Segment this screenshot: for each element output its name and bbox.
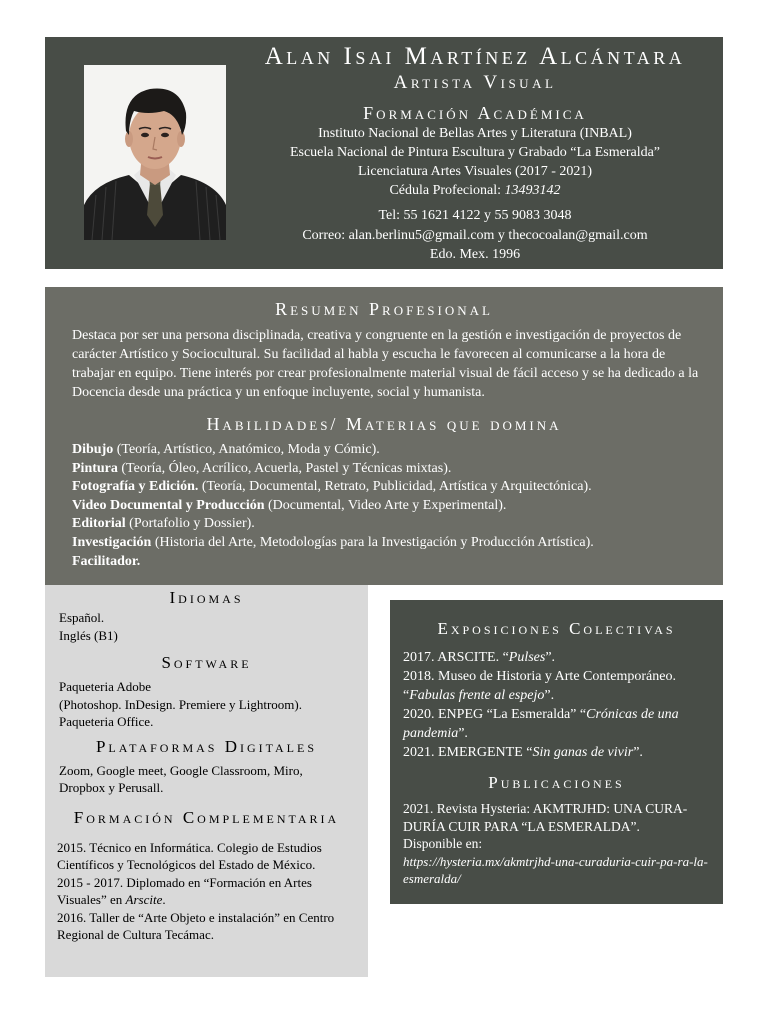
- exposicion-item: [390, 667, 723, 705]
- skill-name: Video Documental y Producción: [72, 497, 265, 513]
- email-line: Correo: alan.berlinu5@gmail.com y thecocoalan@gmail.com: [302, 227, 648, 243]
- publicacion-url-link[interactable]: https://hysteria.mx/akmtrjhd-una-curaduria-cuir-pa-ra-la-esmeralda/: [403, 853, 708, 886]
- skill-detail: (Historia del Arte, Metodologías para la Investigación y Producción Artística).: [151, 534, 594, 550]
- skill-detail: (Teoría, Artístico, Anatómico, Moda y Cómic).: [113, 442, 380, 457]
- complementaria-text: 2015 - 2017. Diplomado en “Formación en Artes Visuales” en: [57, 874, 312, 907]
- left-column: [45, 585, 368, 977]
- skill-name: Facilitador.: [72, 553, 141, 569]
- resumen-panel: [45, 287, 723, 585]
- complementaria-item: [45, 874, 358, 909]
- publicacion-text: 2021. Revista Hysteria: AKMTRJHD: UNA CURA-DURÍA CUIR PARA “LA ESMERALDA”.: [403, 801, 688, 834]
- expo-text: 2018. Museo de Historia y Arte Contemporáneo. “: [403, 669, 676, 703]
- education-line: Escuela Nacional de Pintura Escultura y Grabado “La Esmeralda”: [289, 145, 661, 160]
- skill-item: [72, 460, 723, 479]
- expo-text: 2021. EMERGENTE “: [403, 745, 533, 760]
- skill-item: [72, 534, 723, 553]
- expo-title: Sin ganas de vivir: [532, 745, 634, 760]
- education-title: Formación Académica: [363, 103, 587, 123]
- skill-name: Investigación: [72, 534, 152, 550]
- cedula-label: Cédula Profecional:: [389, 183, 505, 198]
- resumen-text: Destaca por ser una persona disciplinada, creativa y congruente en la gestión e investigación de proyectos de carácter Artístico y Sociocultural. Su facilidad al habla y escucha le favorecen al comunicarse a la hora de trabajar en equipo. Tiene interés por crear profesionalmente material visual de fácil acceso y se ha dedicado a la Docencia desde una práctica y un enfoque incluyente, social y humanista.: [72, 328, 699, 400]
- header-panel: [45, 37, 723, 269]
- complementaria-item: 2016. Taller de “Arte Objeto e instalación” en Centro Regional de Cultura Tecámac.: [57, 909, 335, 942]
- skill-name: Pintura: [72, 460, 118, 476]
- plataformas-title: Plataformas Digitales: [95, 736, 318, 756]
- plataformas-text: Zoom, Google meet, Google Classroom, Miro, Dropbox y Perusall.: [59, 762, 303, 795]
- education-line: Licenciatura Artes Visuales (2017 - 2021): [357, 164, 593, 179]
- expo-text: ”.: [544, 688, 555, 703]
- expo-text: ”.: [458, 726, 468, 741]
- portrait-illustration: [84, 65, 226, 240]
- skill-name: Editorial: [72, 516, 126, 532]
- exposicion-item: [390, 743, 723, 762]
- cedula-line: [245, 181, 705, 200]
- education-line: Instituto Nacional de Bellas Artes y Literatura (INBAL): [318, 126, 632, 141]
- expo-text: 2017. ARSCITE. “: [403, 650, 509, 665]
- header-text: [245, 37, 705, 265]
- skill-detail: (Documental, Video Arte y Experimental).: [264, 497, 507, 513]
- expo-text: 2020. ENPEG “La Esmeralda” “: [403, 707, 587, 722]
- skills-list: [45, 441, 723, 571]
- skill-detail: (Teoría, Documental, Retrato, Publicidad, Artística y Arquitectónica).: [198, 479, 592, 495]
- expo-text: ”.: [633, 745, 643, 760]
- profile-photo: [84, 65, 226, 240]
- exposicion-item: [390, 648, 723, 667]
- complementaria-title: Formación Complementaria: [73, 807, 340, 827]
- skill-name: Fotografía y Edición.: [72, 479, 199, 495]
- location-line: Edo. Mex. 1996: [429, 247, 521, 262]
- software-item: Paqueteria Adobe: [59, 679, 152, 694]
- publicacion-link-label: Disponible en:: [403, 836, 483, 851]
- resumen-title: Resumen Profesional: [275, 299, 493, 319]
- skill-detail: (Teoría, Óleo, Acrílico, Acuerla, Pastel y Técnicas mixtas).: [117, 460, 452, 476]
- skill-detail: (Portafolio y Dossier).: [125, 516, 255, 532]
- idioma-item: Español.: [59, 610, 105, 625]
- exposicion-item: [390, 705, 723, 743]
- software-item: (Photoshop. InDesign. Premiere y Lightroom).: [59, 696, 302, 712]
- expo-title: Fabulas frente al espejo: [409, 688, 545, 703]
- expo-title: Pulses: [508, 650, 546, 665]
- skill-item: [72, 478, 723, 497]
- skill-name: Dibujo: [72, 442, 114, 457]
- skill-item: [72, 553, 723, 572]
- person-role: Artista Visual: [393, 72, 557, 93]
- software-title: Software: [161, 653, 252, 672]
- contact-block: [245, 206, 705, 265]
- idioma-item: Inglés (B1): [59, 627, 118, 643]
- cedula-number: 13493142: [504, 183, 561, 198]
- person-name: Alan Isai Martínez Alcántara: [264, 43, 686, 70]
- expo-text: ”.: [545, 650, 556, 665]
- skill-item: [72, 497, 723, 516]
- right-column: [390, 600, 723, 904]
- skill-item: [72, 441, 723, 460]
- complementaria-italic: Arscite: [125, 892, 163, 907]
- skills-title: Habilidades/ Materias que domina: [206, 414, 562, 434]
- exposiciones-title: Exposiciones Colectivas: [437, 619, 676, 638]
- software-item: Paqueteria Office.: [59, 714, 154, 729]
- idiomas-title: Idiomas: [169, 588, 244, 607]
- complementaria-text: .: [162, 892, 166, 907]
- expo-title: Crónicas de una pandemia: [403, 707, 679, 741]
- phone-line: Tel: 55 1621 4122 y 55 9083 3048: [378, 208, 572, 223]
- publicaciones-title: Publicaciones: [488, 773, 625, 792]
- skill-item: [72, 515, 723, 534]
- complementaria-item: 2015. Técnico en Informática. Colegio de Estudios Científicos y Tecnológicos del Estado de México.: [57, 839, 322, 872]
